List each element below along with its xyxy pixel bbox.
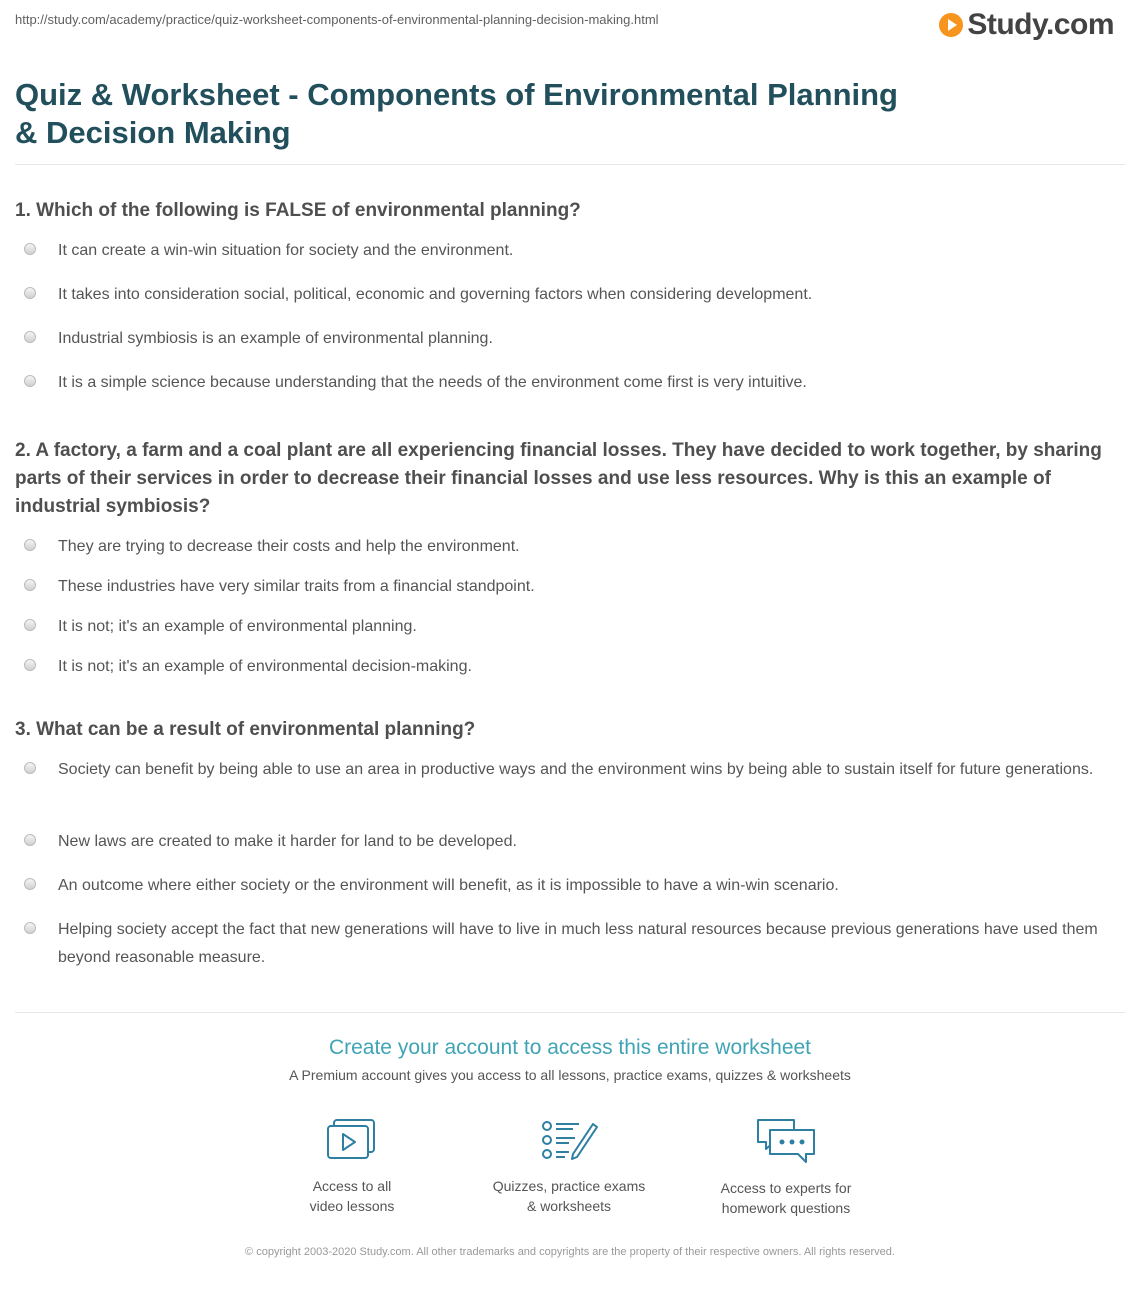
feature-quizzes bbox=[469, 1116, 669, 1216]
chat-bubbles-icon bbox=[754, 1116, 818, 1166]
header-bar bbox=[15, 10, 715, 29]
answer-option[interactable] bbox=[15, 916, 1125, 976]
answer-text: It is not; it's an example of environmental planning. bbox=[58, 618, 417, 635]
page-url[interactable]: http://study.com/academy/practice/quiz-worksheet-components-of-environmental-planning-decision-making.html bbox=[15, 12, 659, 27]
radio-button[interactable] bbox=[24, 539, 36, 551]
answer-text: It can create a win-win situation for society and the environment. bbox=[58, 242, 514, 259]
answer-option[interactable] bbox=[15, 281, 1125, 325]
radio-button[interactable] bbox=[24, 878, 36, 890]
feature-label: Access to all video lessons bbox=[309, 1178, 395, 1214]
question-1 bbox=[15, 197, 1125, 413]
answer-text: It is a simple science because understanding that the needs of the environment come first is very intuitive. bbox=[58, 374, 807, 391]
question-text: 2. A factory, a farm and a coal plant are all experiencing financial losses. They have decided to work together, by sharing parts of their services in order to decrease their financial losses and use less resources. Why is this an example of industrial symbiosis? bbox=[15, 440, 1102, 517]
answer-text: New laws are created to make it harder for land to be developed. bbox=[58, 833, 517, 850]
study-logo[interactable] bbox=[939, 8, 1114, 42]
page-title: Quiz & Worksheet - Components of Environmental Planning & Decision Making bbox=[15, 77, 898, 150]
divider bbox=[15, 1012, 1125, 1013]
answer-text: It takes into consideration social, political, economic and governing factors when considering development. bbox=[58, 286, 813, 303]
answer-option[interactable] bbox=[15, 325, 1125, 369]
answer-option[interactable] bbox=[15, 756, 1125, 828]
answer-list bbox=[15, 533, 1125, 693]
answer-text: An outcome where either society or the environment will benefit, as it is impossible to have a win-win scenario. bbox=[58, 877, 839, 894]
quiz-checklist-icon bbox=[539, 1116, 599, 1164]
signup-callout bbox=[15, 1034, 1125, 1084]
answer-option[interactable] bbox=[15, 653, 1125, 693]
create-account-link[interactable]: Create your account to access this entire worksheet bbox=[328, 1036, 812, 1059]
question-text: 3. What can be a result of environmental planning? bbox=[15, 719, 476, 740]
question-text: 1. Which of the following is FALSE of environmental planning? bbox=[15, 200, 581, 221]
radio-button[interactable] bbox=[24, 834, 36, 846]
radio-button[interactable] bbox=[24, 287, 36, 299]
answer-option[interactable] bbox=[15, 533, 1125, 573]
answer-text: Industrial symbiosis is an example of environmental planning. bbox=[58, 330, 493, 347]
radio-button[interactable] bbox=[24, 762, 36, 774]
question-2 bbox=[15, 437, 1125, 693]
answer-option[interactable] bbox=[15, 573, 1125, 613]
answer-list bbox=[15, 237, 1125, 413]
answer-option[interactable] bbox=[15, 828, 1125, 872]
radio-button[interactable] bbox=[24, 375, 36, 387]
answer-text: These industries have very similar traits from a financial standpoint. bbox=[58, 578, 535, 595]
question-3 bbox=[15, 716, 1125, 976]
answer-text: They are trying to decrease their costs and help the environment. bbox=[58, 538, 520, 555]
feature-video-lessons bbox=[252, 1116, 452, 1216]
answer-option[interactable] bbox=[15, 872, 1125, 916]
answer-option[interactable] bbox=[15, 237, 1125, 281]
logo-text: Study.com bbox=[967, 8, 1114, 41]
feature-label: Access to experts for homework questions bbox=[720, 1180, 852, 1216]
answer-list bbox=[15, 756, 1125, 976]
play-logo-icon bbox=[939, 13, 963, 37]
feature-label: Quizzes, practice exams & worksheets bbox=[492, 1178, 646, 1214]
copyright-footer: © copyright 2003-2020 Study.com. All other trademarks and copyrights are the property of their respective owners. All rights reserved. bbox=[245, 1246, 895, 1258]
radio-button[interactable] bbox=[24, 922, 36, 934]
answer-text: Helping society accept the fact that new generations will have to live in much less natural resources because previous generations have used them beyond reasonable measure. bbox=[58, 921, 1098, 966]
radio-button[interactable] bbox=[24, 619, 36, 631]
answer-text: It is not; it's an example of environmental decision-making. bbox=[58, 658, 472, 675]
video-lessons-icon bbox=[324, 1116, 380, 1164]
answer-option[interactable] bbox=[15, 369, 1125, 413]
divider bbox=[15, 164, 1125, 165]
answer-text: Society can benefit by being able to use an area in productive ways and the environment wins by being able to sustain itself for future generations. bbox=[58, 761, 1094, 778]
feature-experts bbox=[686, 1116, 886, 1218]
radio-button[interactable] bbox=[24, 579, 36, 591]
premium-description: A Premium account gives you access to all lessons, practice exams, quizzes & worksheets bbox=[289, 1067, 851, 1083]
radio-button[interactable] bbox=[24, 243, 36, 255]
answer-option[interactable] bbox=[15, 613, 1125, 653]
radio-button[interactable] bbox=[24, 331, 36, 343]
radio-button[interactable] bbox=[24, 659, 36, 671]
